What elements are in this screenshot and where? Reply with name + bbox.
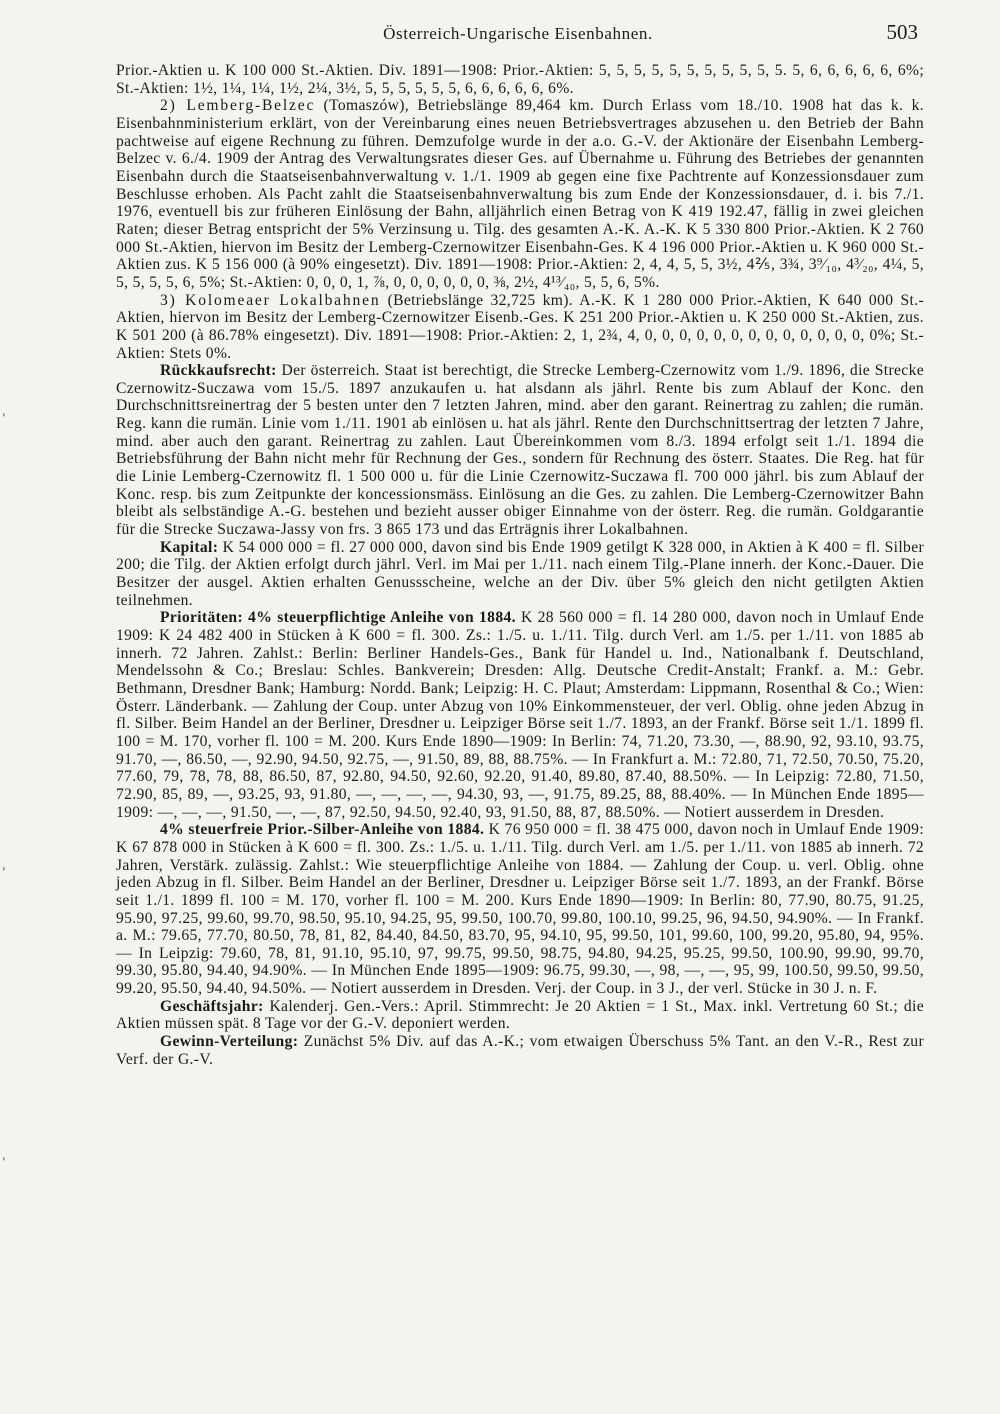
scan-edge-mark: , [2,858,6,872]
paragraph-prioritaeten [116,609,924,821]
paragraph-rueckkaufsrecht [116,362,924,539]
scan-edge-mark: , [2,404,6,418]
paragraph-lead: Kapital: [160,538,219,556]
paragraph-lead: Prioritäten: 4% steuerpflichtige Anleihe von 1884. [160,609,516,627]
paragraph-text: Prior.-Aktien u. K 100 000 St.-Aktien. Div. 1891—1908: Prior.-Aktien: 5, 5, 5, 5, 5, 5, 5, 5, 5, 5, 5. 5, 6, 6, 6, 6, 6, 6%; St.-Aktien: 1½, 1¼, 1¼, 1½, 2¼, 3½, 5, 5, 5, 5, 5, 5, 6, 6, 6, 6, 6, 6%. [116,62,924,97]
article-body [116,62,924,1068]
paragraph-lemberg-belzec [116,97,924,291]
paragraph-kolomeaer-lokalbahnen [116,292,924,363]
paragraph-text: (Betriebslänge 32,725 km). A.-K. K 1 280 000 Prior.-Aktien, K 640 000 St.-Aktien, hiervon im Besitz der Lemberg-Czernowitzer Eisenb.-Ges. K 251 200 Prior.-Aktien u. K 250 000 St.-Aktien, zus. K 501 200 (à 86.78% eingesetzt). Div. 1891—1908: Prior.-Aktien: 2, 1, 2¾, 4, 0, 0, 0, 0, 0, 0, 0, 0, 0, 0, 0, 0, 0, 0%; St.-Aktien: Stets 0%. [116,291,924,362]
paragraph-lead: 3) Kolomeaer Lokalbahnen [160,291,381,309]
paragraph-lead: Gewinn-Verteilung: [160,1033,299,1051]
paragraph-lead: Rückkaufsrecht: [160,362,277,380]
paragraph-text: K 28 560 000 = fl. 14 280 000, davon noch in Umlauf Ende 1909: K 24 482 400 in Stücken à K 600 = fl. 300. Zs.: 1./5. u. 1./11. Tilg. durch Verl. am 1./5. per 1./11. von 1885 ab innerh. 72 Jahren. Zahlst.: Berlin: Berliner Handels-Ges., Bank für Handel u. Ind., Nationalbank f. Deutschland, Mendelssohn & Co.; Breslau: Schles. Bankverein; Dresden: Allg. Deutsche Credit-Anstalt; Frankf. a. M.: Gebr. Bethmann, Dresdner Bank; Hamburg: Nordd. Bank; Leipzig: H. C. Plaut; Amsterdam: Lippmann, Rosenthal & Co.; Wien: Österr. Länderbank. — Zahlung der Coup. unter Abzug von 10% Einkommensteuer, der verl. Oblig. ohne jeden Abzug in fl. Silber. Beim Handel an der Berliner, Dresdner u. Leipziger Börse seit 1./7. 1893, an der Frankf. Börse seit 1./1. 1899 fl. 100 = M. 170, vorher fl. 100 = M. 200. Kurs Ende 1890—1909: In Berlin: 74, 71.20, 73.30, —, 88.90, 92, 93.10, 93.75, 91.70, —, 86.50, —, 92.90, 94.50, 92.75, —, 91.50, 89, 88, 88.75%. — In Frankfurt a. M.: 72.80, 71, 72.50, 70.50, 75.20, 77.60, 79, 78, 78, 88, 86.50, 87, 92.80, 94.50, 92.60, 92.20, 91.40, 89.80, 87.40, 88.50%. — In Leipzig: 72.80, 71.50, 72.90, 85, 89, —, 93.25, 93, 91.80, —, —, —, —, 94.30, 93, —, 91.75, 89.25, 88, 88.40%. — In München Ende 1895—1909: —, —, —, 91.50, —, —, 87, 92.50, 94.50, 92.40, 93, 91.50, 88, 87, 88.50%. — Notiert ausserdem in Dresden. [116,609,925,821]
paragraph-text: K 54 000 000 = fl. 27 000 000, davon sind bis Ende 1909 getilgt K 328 000, in Aktien à K 400 = fl. Silber 200; die Tilg. der Aktien erfolgt durch jährl. Verl. im Mai per 1./11. nach einem Tilg.-Plane innerh. der Konc.-Dauer. Die Besitzer der ausgel. Aktien erhalten Genussscheine, welche an der Div. über 5% gleich den nicht getilgten Aktien teilnehmen. [116,538,925,609]
paragraph-text: K 76 950 000 = fl. 38 475 000, davon noch in Umlauf Ende 1909: K 67 878 000 in Stücken à K 600 = fl. 300. Zs.: 1./5. u. 1./11. Tilg. durch Verl. am 1./5. per 1./11. von 1885 ab innerh. 72 Jahren, Verstärk. zulässig. Zahlst.: Wie steuerpflichtige Anleihe von 1884. — Zahlung der Coup. u. verl. Oblig. ohne jeden Abzug in fl. Silber. Beim Handel an der Berliner, Dresdner u. Leipziger Börse seit 1./7. 1893, an der Frankf. Börse seit 1./1. 1899 fl. 100 = M. 170, vorher fl. 100 = M. 200. Kurs Ende 1890—1909: In Berlin: 80, 77.90, 80.75, 91.25, 95.90, 97.25, 99.60, 99.70, 98.50, 95.10, 94.25, 95, 99.50, 100.70, 99.80, 100.10, 99.25, 96, 94.50, 94.90%. — In Frankf. a. M.: 79.65, 77.70, 80.50, 78, 81, 82, 84.40, 84.50, 83.70, 95, 94.10, 95, 99.50, 101, 99.60, 100, 99.20, 95.80, 94, 95%. — In Leipzig: 79.60, 78, 81, 91.10, 95.10, 97, 99.75, 99.50, 98.75, 94.80, 94.25, 95.25, 99.50, 100.90, 99.90, 99.70, 99.30, 95.80, 94.40, 94.90%. — In München Ende 1895—1909: 96.75, 99.30, —, 98, —, —, 95, 99, 100.50, 99.50, 99.50, 99.20, 95.50, 94.40, 94.50%. — Notiert ausserdem in Dresden. Verj. der Coup. in 3 J., der verl. Stücke in 30 J. n. F. [116,821,924,998]
page-header [118,20,918,50]
paragraph-lead: 4% steuerfreie Prior.-Silber-Anleihe von 1884. [160,821,485,839]
paragraph-silber-anleihe [116,821,924,998]
paragraph-text: Kalenderj. Gen.-Vers.: April. Stimmrecht: Je 20 Aktien = 1 St., Max. inkl. Vertretung 60 St.; die Aktien müssen spät. 8 Tage vor der G.-V. deponiert werden. [116,997,924,1033]
paragraph-text: (Tomaszów), Betriebslänge 89,464 km. Durch Erlass vom 18./10. 1908 hat das k. k. Eisenbahnministerium erklärt, von der Vereinbarung eines neuen Betriebsvertrages abzusehen u. den Betrieb der Bahn pachtweise auf eigene Rechnung zu führen. Demzufolge wurde in der a.o. G.-V. der Aktionäre der Eisenbahn Lemberg-Belzec v. 6./4. 1909 der Antrag des Verwaltungsrates dieser Ges. auf Übernahme u. Führung des Betriebes der genannten Eisenbahn durch die Staatseisenbahnverwaltung v. 1./1. 1909 ab gegen eine fixe Pachtrente auf Konzessionsdauer zum Beschlusse erhoben. Als Pacht zahlt die Staatseisenbahnverwaltung bis zum Ende der Konzessionsdauer, d. i. bis 7./1. 1976, eventuell bis zur früheren Einlösung der Bahn, alljährlich einen Betrag von K 419 192.47, fällig in zwei gleichen Raten; dieser Betrag entspricht der 5% Verzinsung u. Tilg. des gesamten A.-K. A.-K. K 5 330 800 Prior.-Aktien. K 2 760 000 St.-Aktien, hiervon im Besitz der Lemberg-Czernowitzer Eisenbahn-Ges. K 4 196 000 Prior.-Aktien u. K 960 000 St.-Aktien zus. K 5 156 000 (à 90% eingesetzt). Div. 1891—1908: Prior.-Aktien: 2, 4, 4, 5, 5, 3½, 4⅖, 3¾, 3⁹⁄₁₀, 4³⁄₂₀, 4¼, 5, 5, 5, 5, 5, 6, 5%; St.-Aktien: 0, 0, 0, 1, ⅞, 0, 0, 0, 0, 0, 0, ⅜, 2½, 4¹³⁄₄₀, 5, 5, 6, 5%. [116,97,925,291]
paragraph-text: Zunächst 5% Div. auf das A.-K.; vom etwaigen Überschuss 5% Tant. an den V.-R., Rest zur Verf. der G.-V. [116,1033,924,1068]
paragraph-lead: 2) Lemberg-Belzec [160,97,316,115]
paragraph-kapital [116,539,924,610]
paragraph-dividend-history [116,62,924,97]
paragraph-text: Der österreich. Staat ist berechtigt, die Strecke Lemberg-Czernowitz vom 1./9. 1896, die Strecke Czernowitz-Suczawa vom 15./5. 1897 anzukaufen u. hat alsdann als jährl. Rente bis zum Ablauf der Konc. den Durchschnittsreinertrag der 5 besten unter den 7 letzten Jahren, mind. aber den garant. Reinertrag zu zahlen; die rumän. Reg. kann die rumän. Linie vom 1./11. 1901 ab einlösen u. hat als jährl. Rente den Durchschnittsertrag der letzten 7 Jahre, mind. aber auch den garant. Reinertrag zu zahlen. Laut Übereinkommen vom 8./3. 1894 erfolgt seit 1./1. 1894 die Betriebsführung der Bahn nicht mehr für Rechnung der Ges., sondern für Rechnung des österr. Staates. Die Reg. hat für die Linie Lemberg-Czernowitz fl. 1 500 000 u. für die Linie Czernowitz-Suczawa fl. 700 000 jährl. bis zum Ablauf der Konc. resp. bis zum Zeitpunkte der koncessionsmäss. Einlösung an die Ges. zu zahlen. Die Lemberg-Czernowitzer Bahn bleibt als selbständige A.-G. bestehen und bezieht ausser obiger Einnahme von der österr. Reg. die rumän. Goldgarantie für die Strecke Suczawa-Jassy von frs. 3 865 173 und das Erträgnis ihrer Lokalbahnen. [116,362,924,539]
paragraph-geschaeftsjahr [116,998,924,1033]
running-title: Österreich-Ungarische Eisenbahnen. [383,24,653,43]
paragraph-lead: Geschäftsjahr: [160,997,264,1015]
scan-edge-mark: , [2,1148,6,1162]
page-number: 503 [886,20,918,44]
paragraph-gewinn-verteilung [116,1033,924,1068]
